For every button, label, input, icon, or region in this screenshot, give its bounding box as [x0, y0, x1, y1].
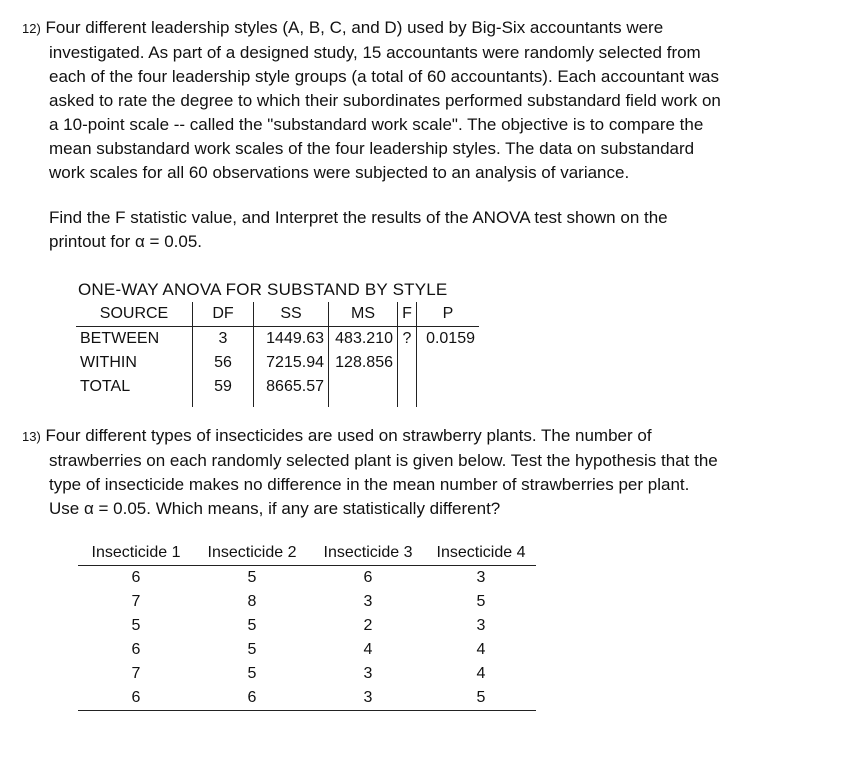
anova-cell-source: WITHIN: [80, 354, 137, 371]
table-cell: 5: [131, 617, 141, 634]
anova-title: ONE-WAY ANOVA FOR SUBSTAND BY STYLE: [78, 280, 448, 299]
problem-12-line-2: investigated. As part of a designed study, 15 accountants were randomly selected from: [49, 43, 701, 62]
anova-cell-ss: 7215.94: [254, 351, 329, 375]
table-cell: 5: [426, 686, 536, 711]
table-cell: 5: [247, 569, 257, 586]
table-row: [78, 686, 536, 711]
problem-12-line-3: each of the four leadership style groups (a total of 60 accountants). Each accountant was: [49, 67, 720, 86]
anova-cell-p: [417, 375, 480, 407]
anova-header-ss: SS: [254, 302, 329, 327]
table-cell: 4: [476, 641, 486, 658]
anova-cell-p: 0.0159: [417, 327, 480, 352]
anova-cell-f: [398, 351, 417, 375]
table-cell: 3: [310, 686, 426, 711]
anova-cell-ms: 483.210: [329, 327, 398, 352]
table-row: [78, 590, 536, 614]
insecticide-table: [78, 541, 536, 711]
problem-12-line-5: a 10-point scale -- called the "substandard work scale". The objective is to compare the: [49, 115, 704, 134]
anova-header-f: F: [398, 302, 417, 327]
problem-12-text-1: Four different leadership styles (A, B, C, and D) used by Big-Six accountants were: [45, 18, 664, 37]
anova-cell-p: [417, 351, 480, 375]
problem-13-text-1: Four different types of insecticides are used on strawberry plants. The number of: [45, 426, 652, 445]
table-row: [78, 614, 536, 638]
anova-cell-df: 3: [193, 327, 254, 352]
anova-cell-f: [398, 375, 417, 407]
table-cell: 2: [363, 617, 373, 634]
problem-13-line-4: Use α = 0.05. Which means, if any are statistically different?: [49, 499, 501, 518]
table-cell: 6: [363, 569, 373, 586]
insecticide-header-3: Insecticide 3: [310, 541, 426, 566]
table-cell: 6: [78, 686, 194, 711]
anova-header-source: SOURCE: [76, 302, 193, 327]
anova-cell-ms: [329, 375, 398, 407]
insecticide-header-1: Insecticide 1: [78, 541, 194, 566]
table-cell: 4: [363, 641, 373, 658]
table-cell: 5: [247, 617, 257, 634]
question-line-2: printout for α = 0.05.: [49, 232, 202, 251]
problem-12-line-6: mean substandard work scales of the four leadership styles. The data on substandard: [49, 139, 695, 158]
table-cell: 5: [247, 641, 257, 658]
anova-cell-f: ?: [398, 327, 417, 352]
anova-cell-ms: 128.856: [329, 351, 398, 375]
table-cell: 3: [363, 665, 373, 682]
problem-13-line-3: type of insecticide makes no difference in the mean number of strawberries per plant.: [49, 475, 690, 494]
table-cell: 3: [476, 569, 486, 586]
table-cell: 7: [131, 593, 141, 610]
table-cell: 6: [131, 569, 141, 586]
table-cell: 3: [363, 593, 373, 610]
table-row: [78, 566, 536, 591]
table-row: [78, 662, 536, 686]
table-cell: 6: [131, 641, 141, 658]
anova-cell-ss: 8665.57: [254, 375, 329, 407]
anova-table: [76, 302, 479, 407]
table-cell: 7: [131, 665, 141, 682]
table-cell: 4: [476, 665, 486, 682]
anova-cell-df: 56: [193, 351, 254, 375]
anova-row-between: [76, 327, 479, 352]
anova-header-df: DF: [193, 302, 254, 327]
anova-cell-df: 59: [193, 375, 254, 407]
problem-12-question: [49, 206, 809, 254]
insecticide-header-2: Insecticide 2: [194, 541, 310, 566]
insecticide-header-row: [78, 541, 536, 566]
problem-12-line-4: asked to rate the degree to which their subordinates performed substandard field work on: [49, 91, 721, 110]
insecticide-header-4: Insecticide 4: [426, 541, 536, 566]
anova-header-p: P: [417, 302, 480, 327]
anova-header-row: [76, 302, 479, 327]
problem-12: [22, 16, 822, 185]
table-cell: 5: [476, 593, 486, 610]
anova-row-within: [76, 351, 479, 375]
problem-13-number: 13): [22, 429, 41, 444]
anova-cell-ss: 1449.63: [254, 327, 329, 352]
problem-13-line-2: strawberries on each randomly selected plant is given below. Test the hypothesis that the: [49, 451, 718, 470]
table-cell: 3: [476, 617, 486, 634]
anova-row-total: [76, 375, 479, 407]
problem-12-line-1: [22, 16, 822, 41]
table-cell: 5: [247, 665, 257, 682]
problem-13-line-1: [22, 424, 822, 449]
problem-12-number: 12): [22, 21, 41, 36]
table-cell: 6: [194, 686, 310, 711]
anova-cell-source: BETWEEN: [80, 330, 160, 347]
table-row: [78, 638, 536, 662]
table-cell: 8: [247, 593, 257, 610]
anova-cell-source: TOTAL: [80, 378, 131, 395]
problem-13: [22, 424, 822, 521]
anova-header-ms: MS: [329, 302, 398, 327]
question-line-1: Find the F statistic value, and Interpret the results of the ANOVA test shown on the: [49, 208, 668, 227]
problem-12-line-7: work scales for all 60 observations were subjected to an analysis of variance.: [49, 163, 630, 182]
